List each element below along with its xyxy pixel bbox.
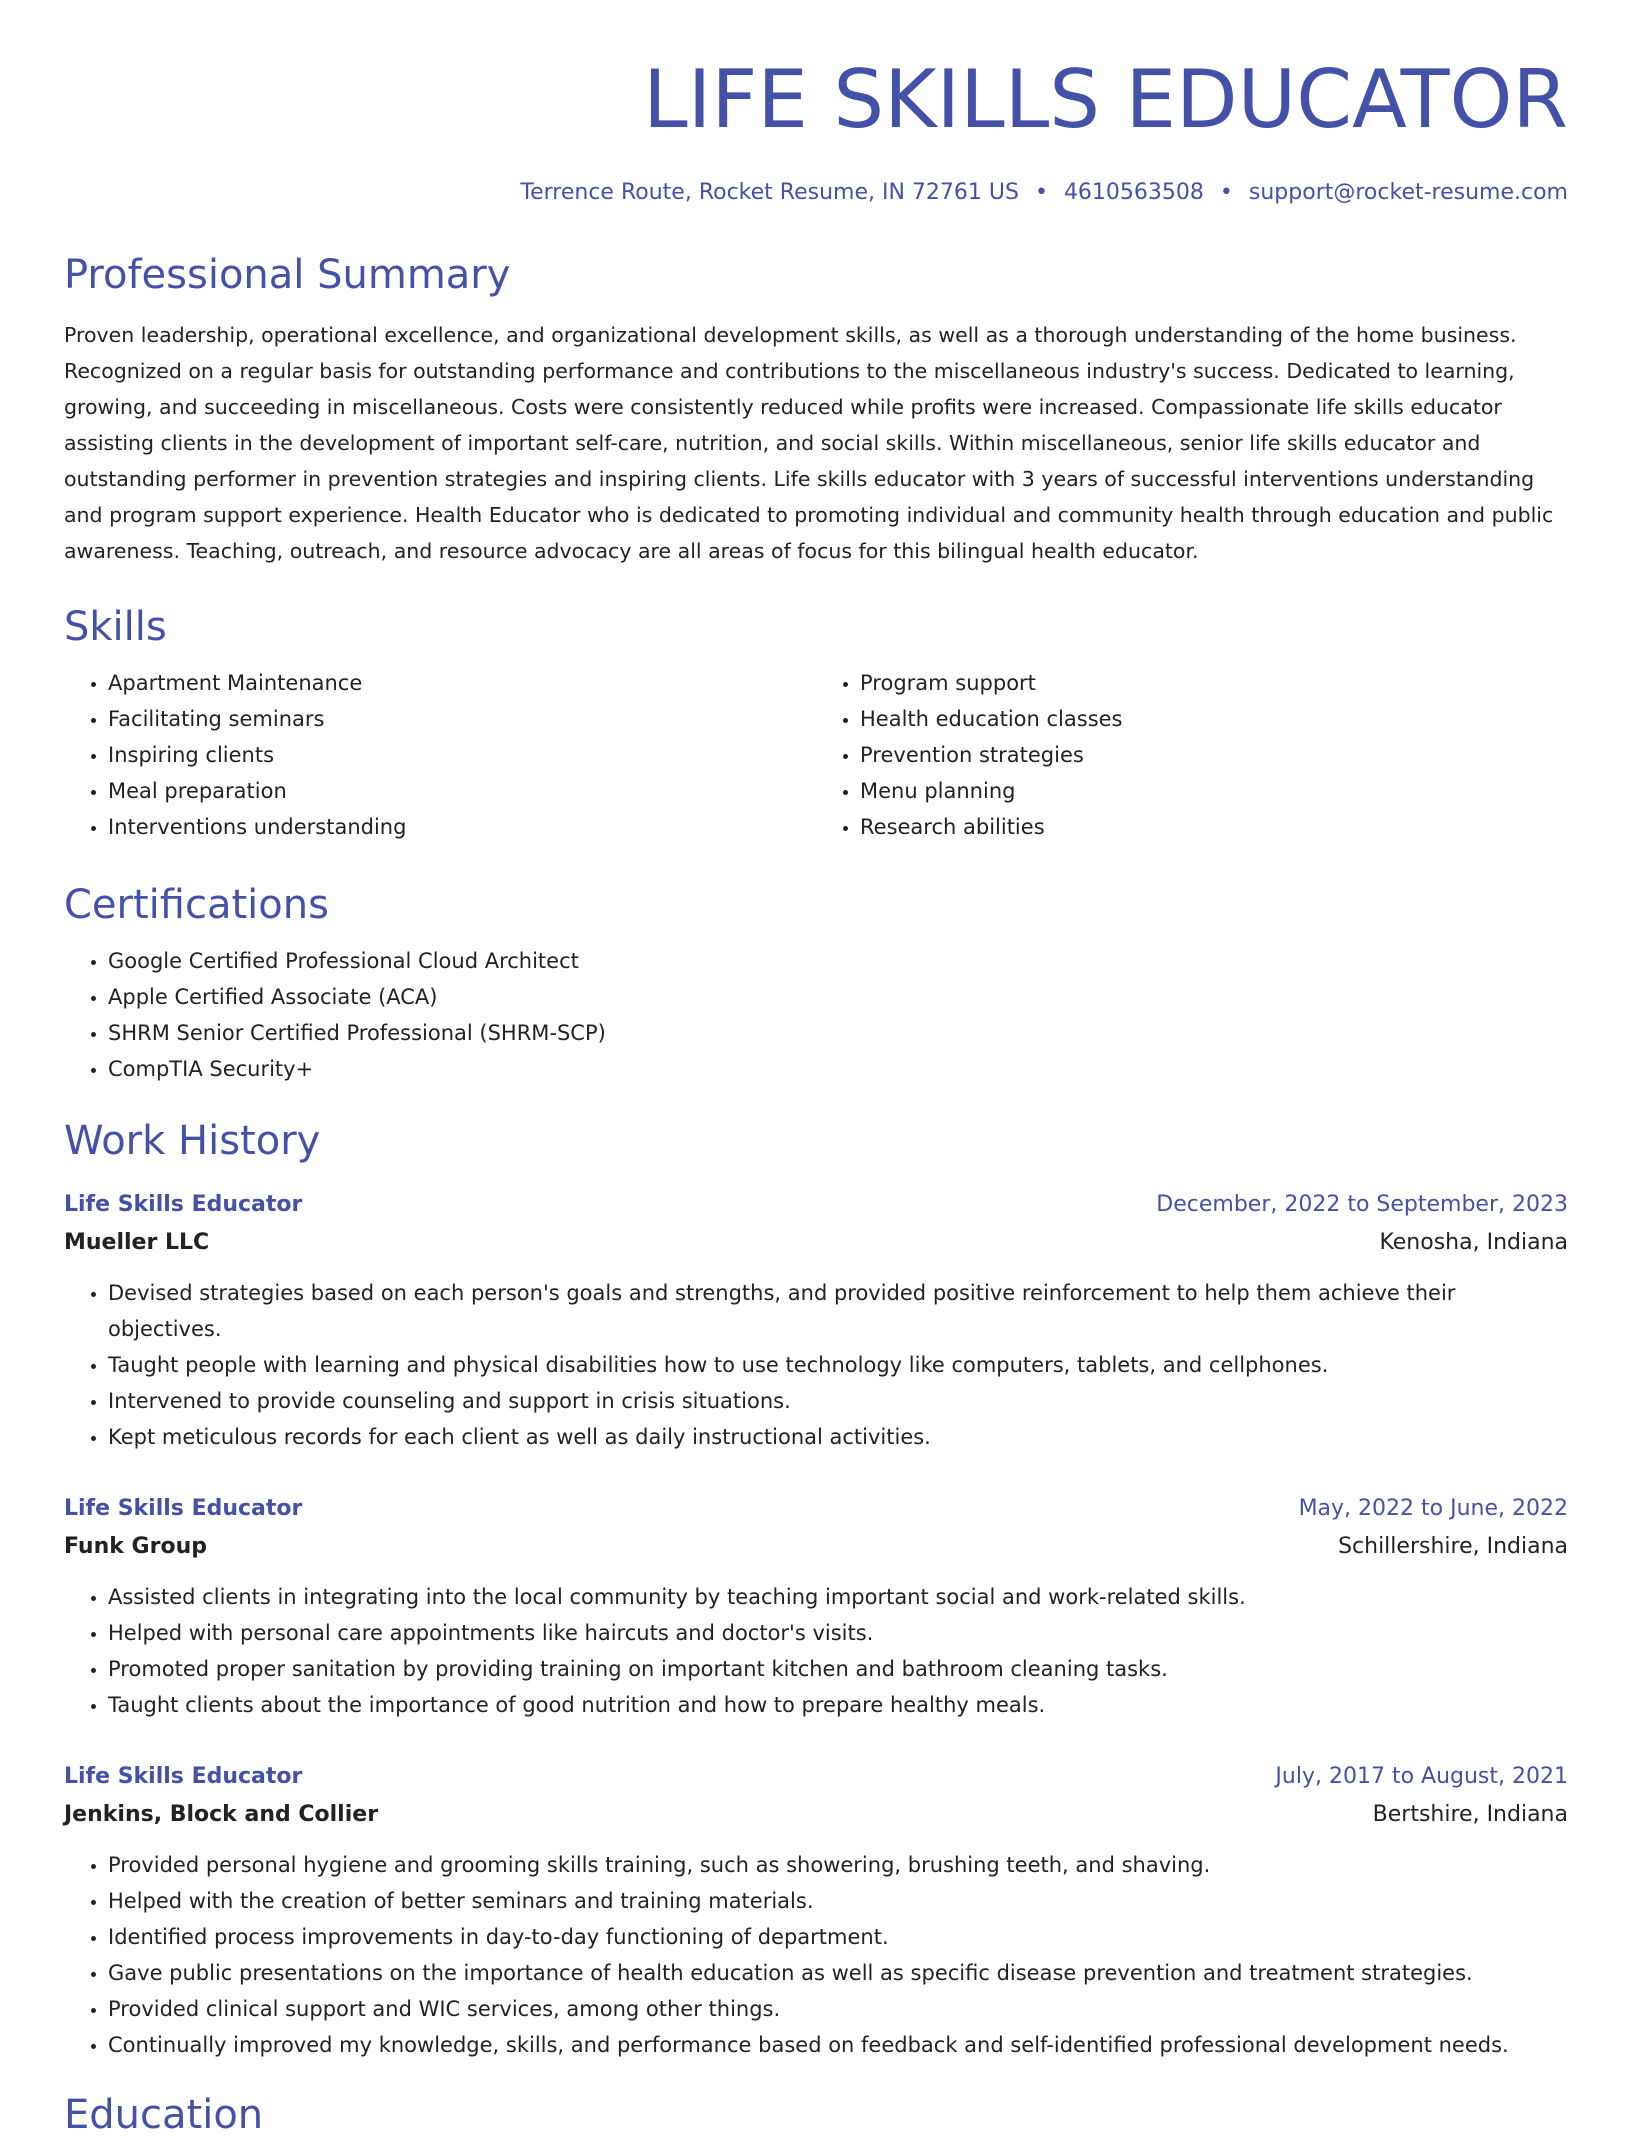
job-dates: December, 2022 to September, 2023 xyxy=(1156,1192,1568,1217)
job-company-row xyxy=(64,1223,1568,1263)
skill-item: • Inspiring clients xyxy=(108,737,816,773)
skills-list-left xyxy=(64,665,816,845)
job-company: Jenkins, Block and Collier xyxy=(64,1802,379,1827)
contact-email: support@rocket-resume.com xyxy=(1248,180,1568,205)
job-title: Life Skills Educator xyxy=(64,1764,303,1789)
skill-item: • Prevention strategies xyxy=(860,737,1568,773)
job-bullets xyxy=(64,1579,1568,1723)
skills-heading: Skills xyxy=(64,604,167,650)
job-bullet: • Identified process improvements in day-to-day functioning of department. xyxy=(108,1919,1568,1955)
skill-item: • Facilitating seminars xyxy=(108,701,816,737)
certification-item: • CompTIA Security+ xyxy=(108,1051,1568,1087)
contact-address: Terrence Route, Rocket Resume, IN 72761 US xyxy=(520,180,1019,205)
certifications-heading: Certifications xyxy=(64,882,329,928)
contact-separator: • xyxy=(1034,180,1048,205)
job-bullet: • Provided personal hygiene and grooming skills training, such as showering, brushing teeth, and shaving. xyxy=(108,1847,1568,1883)
skill-item: • Meal preparation xyxy=(108,773,816,809)
job-entry xyxy=(64,1759,1568,2063)
job-company-row xyxy=(64,1527,1568,1567)
contact-line xyxy=(64,180,1568,205)
certification-item: • Google Certified Professional Cloud Architect xyxy=(108,943,1568,979)
job-bullets xyxy=(64,1847,1568,2063)
skills-list-right xyxy=(816,665,1568,845)
job-bullet: • Taught people with learning and physical disabilities how to use technology like computers, tablets, and cellphones. xyxy=(108,1347,1568,1383)
job-bullet: • Kept meticulous records for each client as well as daily instructional activities. xyxy=(108,1419,1568,1455)
skill-item: • Research abilities xyxy=(860,809,1568,845)
skill-item: • Health education classes xyxy=(860,701,1568,737)
job-bullet: • Promoted proper sanitation by providing training on important kitchen and bathroom cleaning tasks. xyxy=(108,1651,1568,1687)
job-bullet: • Helped with the creation of better seminars and training materials. xyxy=(108,1883,1568,1919)
job-header-row xyxy=(64,1491,1568,1527)
contact-phone: 4610563508 xyxy=(1063,180,1204,205)
skill-item: • Menu planning xyxy=(860,773,1568,809)
job-bullet: • Helped with personal care appointments like haircuts and doctor's visits. xyxy=(108,1615,1568,1651)
job-dates: July, 2017 to August, 2021 xyxy=(1275,1764,1568,1789)
summary-heading: Professional Summary xyxy=(64,252,511,298)
certification-item: • SHRM Senior Certified Professional (SHRM-SCP) xyxy=(108,1015,1568,1051)
skill-item: • Apartment Maintenance xyxy=(108,665,816,701)
skill-item: • Program support xyxy=(860,665,1568,701)
job-bullet: • Provided clinical support and WIC services, among other things. xyxy=(108,1991,1568,2027)
education-heading: Education xyxy=(64,2092,264,2138)
job-company-row xyxy=(64,1795,1568,1835)
job-bullet: • Taught clients about the importance of good nutrition and how to prepare healthy meals. xyxy=(108,1687,1568,1723)
certification-item: • Apple Certified Associate (ACA) xyxy=(108,979,1568,1015)
job-bullets xyxy=(64,1275,1568,1455)
job-dates: May, 2022 to June, 2022 xyxy=(1298,1496,1568,1521)
job-entry xyxy=(64,1187,1568,1455)
job-bullet: • Assisted clients in integrating into the local community by teaching important social and work-related skills. xyxy=(108,1579,1568,1615)
job-bullet: • Gave public presentations on the importance of health education as well as specific disease prevention and treatment strategies. xyxy=(108,1955,1568,1991)
job-bullet: • Intervened to provide counseling and support in crisis situations. xyxy=(108,1383,1568,1419)
job-location: Schillershire, Indiana xyxy=(1338,1534,1568,1559)
work-history-heading: Work History xyxy=(64,1118,321,1164)
job-title: Life Skills Educator xyxy=(64,1496,303,1521)
job-bullet: • Continually improved my knowledge, skills, and performance based on feedback and self-identified professional development needs. xyxy=(108,2027,1568,2063)
job-company: Funk Group xyxy=(64,1534,207,1559)
summary-text: Proven leadership, operational excellence, and organizational development skills, as well as a thorough understanding of the home business. Recognized on a regular basis for outstanding performance and contributions to the miscellaneous industry's success. Dedicated to learning, growing, and succeeding in miscellaneous. Costs were consistently reduced while profits were increased. Compassionate life skills educator assisting clients in the development of important self-care, nutrition, and social skills. Within miscellaneous, senior life skills educator and outstanding performer in prevention strategies and inspiring clients. Life skills educator with 3 years of successful interventions understanding and program support experience. Health Educator who is dedicated to promoting individual and community health through education and public awareness. Teaching, outreach, and resource advocacy are all areas of focus for this bilingual health educator. xyxy=(64,323,1554,563)
skills-columns xyxy=(64,665,1568,845)
job-company: Mueller LLC xyxy=(64,1230,210,1255)
certifications-list xyxy=(64,943,1568,1087)
job-bullet: • Devised strategies based on each person's goals and strengths, and provided positive reinforcement to help them achieve their objectives. xyxy=(108,1275,1568,1347)
contact-separator: • xyxy=(1219,180,1233,205)
job-header-row xyxy=(64,1759,1568,1795)
job-location: Bertshire, Indiana xyxy=(1372,1802,1568,1827)
job-location: Kenosha, Indiana xyxy=(1379,1230,1568,1255)
job-title: Life Skills Educator xyxy=(64,1192,303,1217)
job-entry xyxy=(64,1491,1568,1723)
job-header-row xyxy=(64,1187,1568,1223)
skill-item: • Interventions understanding xyxy=(108,809,816,845)
resume-name: LIFE SKILLS EDUCATOR xyxy=(643,53,1568,146)
